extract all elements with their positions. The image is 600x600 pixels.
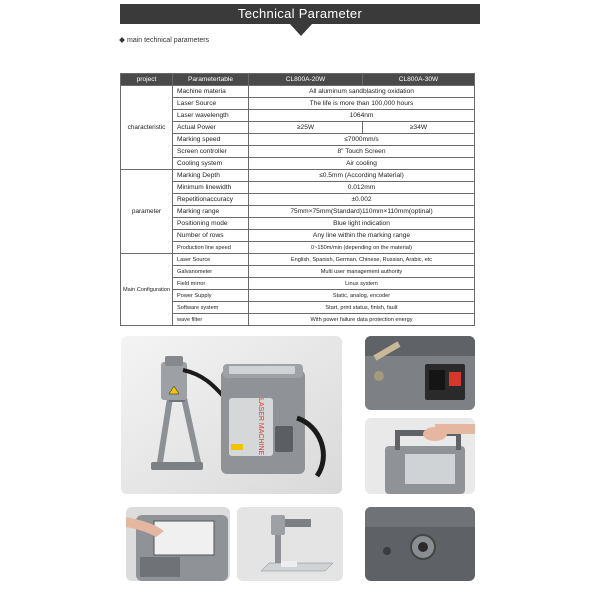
param-value: ≤0.5mm (According Material) xyxy=(249,170,475,182)
table-row xyxy=(121,230,475,242)
subtitle-text: main technical parameters xyxy=(127,37,210,44)
param-value: With power failure data protection energy xyxy=(249,314,475,326)
table-row xyxy=(121,170,475,182)
param-value: ±0.002 xyxy=(249,194,475,206)
param-name: Power Supply xyxy=(173,290,249,302)
param-value: 75mm×75mm(Standard)110mm×110mm(optinal) xyxy=(249,206,475,218)
param-name: Field mirror xyxy=(173,278,249,290)
param-value: 8" Touch Screen xyxy=(249,146,475,158)
param-name: Actual Power xyxy=(173,122,249,134)
param-value: Any line within the marking range xyxy=(249,230,475,242)
banner-arrow xyxy=(290,24,312,36)
param-name: Software system xyxy=(173,302,249,314)
param-value: Linux system xyxy=(249,278,475,290)
photo-laser-head-stand xyxy=(237,507,343,581)
table-row xyxy=(121,122,475,134)
param-name: Repetitionaccuracy xyxy=(173,194,249,206)
table-row xyxy=(121,266,475,278)
table-row xyxy=(121,98,475,110)
header-model-20w: CL800A-20W xyxy=(249,74,363,86)
param-name: wave filter xyxy=(173,314,249,326)
diamond-bullet-icon xyxy=(119,37,125,43)
param-name: Galvanometer xyxy=(173,266,249,278)
section-label: Main Configuration xyxy=(121,254,173,326)
param-name: Marking Depth xyxy=(173,170,249,182)
table-row xyxy=(121,194,475,206)
param-name: Laser wavelength xyxy=(173,110,249,122)
spec-table xyxy=(120,73,475,326)
param-name: Screen controller xyxy=(173,146,249,158)
table-row xyxy=(121,314,475,326)
param-value: English, Spanish, German, Chinese, Russian, Arabic, etc xyxy=(249,254,475,266)
header-parametertable: Parametertable xyxy=(173,74,249,86)
table-row xyxy=(121,254,475,266)
table-row xyxy=(121,158,475,170)
param-value: 0~150m/min (depending on the material) xyxy=(249,242,475,254)
param-value: Static, analog, encoder xyxy=(249,290,475,302)
param-name: Machine materia xyxy=(173,86,249,98)
photo-fiber-connector xyxy=(365,507,475,581)
param-name: Cooling system xyxy=(173,158,249,170)
param-value-20w: ≥25W xyxy=(249,122,363,134)
table-row xyxy=(121,134,475,146)
table-row xyxy=(121,86,475,98)
table-header-row xyxy=(121,74,475,86)
section-banner xyxy=(120,4,480,24)
table-row xyxy=(121,182,475,194)
param-name: Number of rows xyxy=(173,230,249,242)
param-value: 0.012mm xyxy=(249,182,475,194)
param-name: Marking speed xyxy=(173,134,249,146)
param-value: The life is more than 100,000 hours xyxy=(249,98,475,110)
table-row xyxy=(121,290,475,302)
photo-machine-main xyxy=(121,336,342,494)
param-name: Minimum linewidth xyxy=(173,182,249,194)
table-row xyxy=(121,242,475,254)
photo-touch-screen xyxy=(126,507,230,581)
param-value: ≤7000mm/s xyxy=(249,134,475,146)
param-value: Start, print status, finish, fault xyxy=(249,302,475,314)
param-value: Multi user management authority xyxy=(249,266,475,278)
table-row xyxy=(121,218,475,230)
param-value: All aluminum sandblasting oxidation xyxy=(249,86,475,98)
param-value: Air cooling xyxy=(249,158,475,170)
machine-label-text: LASER MACHINE xyxy=(257,398,264,456)
param-name: Marking range xyxy=(173,206,249,218)
param-name: Laser Source xyxy=(173,98,249,110)
banner-title: Technical Parameter xyxy=(237,6,363,21)
table-row xyxy=(121,278,475,290)
photo-carry-handle xyxy=(365,418,475,494)
param-name: Positioning mode xyxy=(173,218,249,230)
param-name: Production line speed xyxy=(173,242,249,254)
param-value-30w: ≥34W xyxy=(363,122,475,134)
header-project: project xyxy=(121,74,173,86)
param-value: Blue light indication xyxy=(249,218,475,230)
section-subtitle xyxy=(120,37,209,44)
table-row xyxy=(121,110,475,122)
section-label: characteristic xyxy=(121,86,173,170)
table-row xyxy=(121,206,475,218)
table-row xyxy=(121,146,475,158)
param-value: 1064nm xyxy=(249,110,475,122)
table-row xyxy=(121,302,475,314)
param-name: Laser Source xyxy=(173,254,249,266)
header-model-30w: CL800A-30W xyxy=(363,74,475,86)
section-label: parameter xyxy=(121,170,173,254)
photo-power-socket xyxy=(365,336,475,410)
